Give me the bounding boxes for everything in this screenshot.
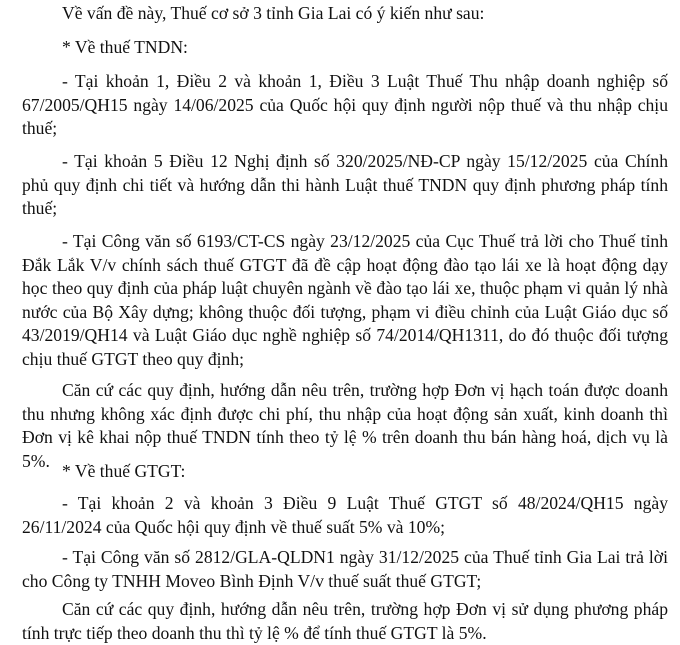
gtgt-conclusion-paragraph: Căn cứ các quy định, hướng dẫn nêu trên, trường hợp Đơn vị sử dụng phương pháp tính trực tiếp theo doanh thu thì tỷ lệ % để tính thuế GTGT là 5%. (22, 599, 668, 643)
gtgt-law-paragraph: - Tại khoản 2 và khoản 3 Điều 9 Luật Thuế GTGT số 48/2024/QH15 ngày 26/11/2024 của Quốc hội quy định về thuế suất 5% và 10%; (22, 493, 668, 537)
intro-paragraph: Về vấn đề này, Thuế cơ sở 3 tỉnh Gia Lai có ý kiến như sau: (62, 3, 485, 23)
tndn-law-paragraph: - Tại khoản 1, Điều 2 và khoản 1, Điều 3 Luật Thuế Thu nhập doanh nghiệp số 67/2005/QH15 ngày 14/06/2025 của Quốc hội quy định người nộp thuế và thu nhập chịu thuế; (22, 71, 668, 138)
gtgt-heading: * Về thuế GTGT: (62, 461, 186, 481)
tndn-decree-paragraph: - Tại khoản 5 Điều 12 Nghị định số 320/2025/NĐ-CP ngày 15/12/2025 của Chính phủ quy định chi tiết và hướng dẫn thi hành Luật thuế TNDN quy định phương pháp tính thuế; (22, 151, 668, 218)
gtgt-official-letter-paragraph: - Tại Công văn số 2812/GLA-QLDN1 ngày 31/12/2025 của Thuế tỉnh Gia Lai trả lời cho Công ty TNHH Moveo Bình Định V/v thuế suất thuế GTGT; (22, 547, 668, 591)
tndn-conclusion-paragraph: Căn cứ các quy định, hướng dẫn nêu trên, trường hợp Đơn vị hạch toán được doanh thu nhưng không xác định được chi phí, thu nhập của hoạt động sản xuất, kinh doanh thì Đơn vị kê khai nộp thuế TNDN tính theo tỷ lệ % trên doanh thu bán hàng hoá, dịch vụ là 5%. (22, 380, 668, 471)
tndn-heading: * Về thuế TNDN: (62, 37, 188, 57)
tndn-official-letter-paragraph: - Tại Công văn số 6193/CT-CS ngày 23/12/2025 của Cục Thuế trả lời cho Thuế tỉnh Đắk Lắk V/v chính sách thuế GTGT đã đề cập hoạt động đào tạo lái xe là hoạt động dạy học theo quy định của pháp luật chuyên ngành về đào tạo lái xe, thuộc phạm vi quản lý nhà nước của Bộ Xây dựng; không thuộc đối tượng, phạm vi điều chỉnh của Luật Giáo dục số 43/2019/QH14 và Luật Giáo dục nghề nghiệp số 74/2014/QH1311, do đó thuộc đối tượng chịu thuế GTGT theo quy định; (22, 231, 668, 369)
